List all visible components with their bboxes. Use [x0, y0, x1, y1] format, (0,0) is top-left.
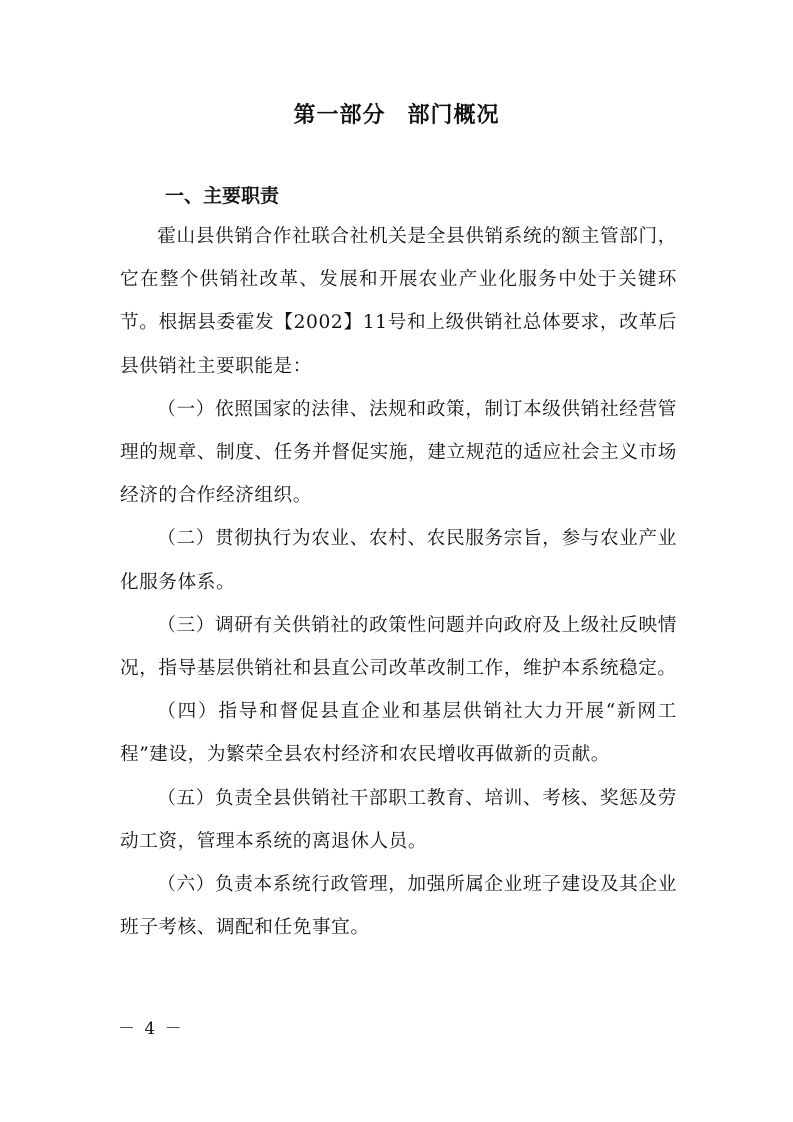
page-title [0, 96, 793, 136]
title-name: 部门概况 [407, 103, 500, 128]
paragraph-item-1: （一）依照国家的法律、法规和政策，制订本级供销社经营管理的规章、制度、任务并督促实施，建立规范的适应社会主义市场经济的合作经济组织。 [120, 398, 677, 507]
paragraph-item-5: （五）负责全县供销社干部职工教育、培训、考核、奖惩及劳动工资，管理本系统的离退休人员。 [120, 787, 677, 852]
paragraph-item-2: （二）贯彻执行为农业、农村、农民服务宗旨，参与农业产业化服务体系。 [120, 528, 677, 593]
title-part: 第一部分 [293, 103, 386, 128]
section-heading: 一、主要职责 [165, 185, 280, 207]
paragraph-item-3: （三）调研有关供销社的政策性问题并向政府及上级社反映情况，指导基层供销社和县直公司改革改制工作，维护本系统稳定。 [120, 614, 677, 680]
section-body [120, 215, 677, 949]
paragraph-intro: 霍山县供销合作社联合社机关是全县供销系统的额主管部门，它在整个供销社改革、发展和开展农业产业化服务中处于关键环节。根据县委霍发【2002】11号和上级供销社总体要求，改革后县供销社主要职能是： [120, 226, 677, 377]
paragraph-item-6: （六）负责本系统行政管理，加强所属企业班子建设及其企业班子考核、调配和任免事宜。 [120, 874, 677, 939]
page-number: － 4 － [118, 1019, 184, 1039]
paragraph-item-4: （四）指导和督促县直企业和基层供销社大力开展“新网工程”建设，为繁荣全县农村经济和农民增收再做新的贡献。 [120, 701, 677, 766]
